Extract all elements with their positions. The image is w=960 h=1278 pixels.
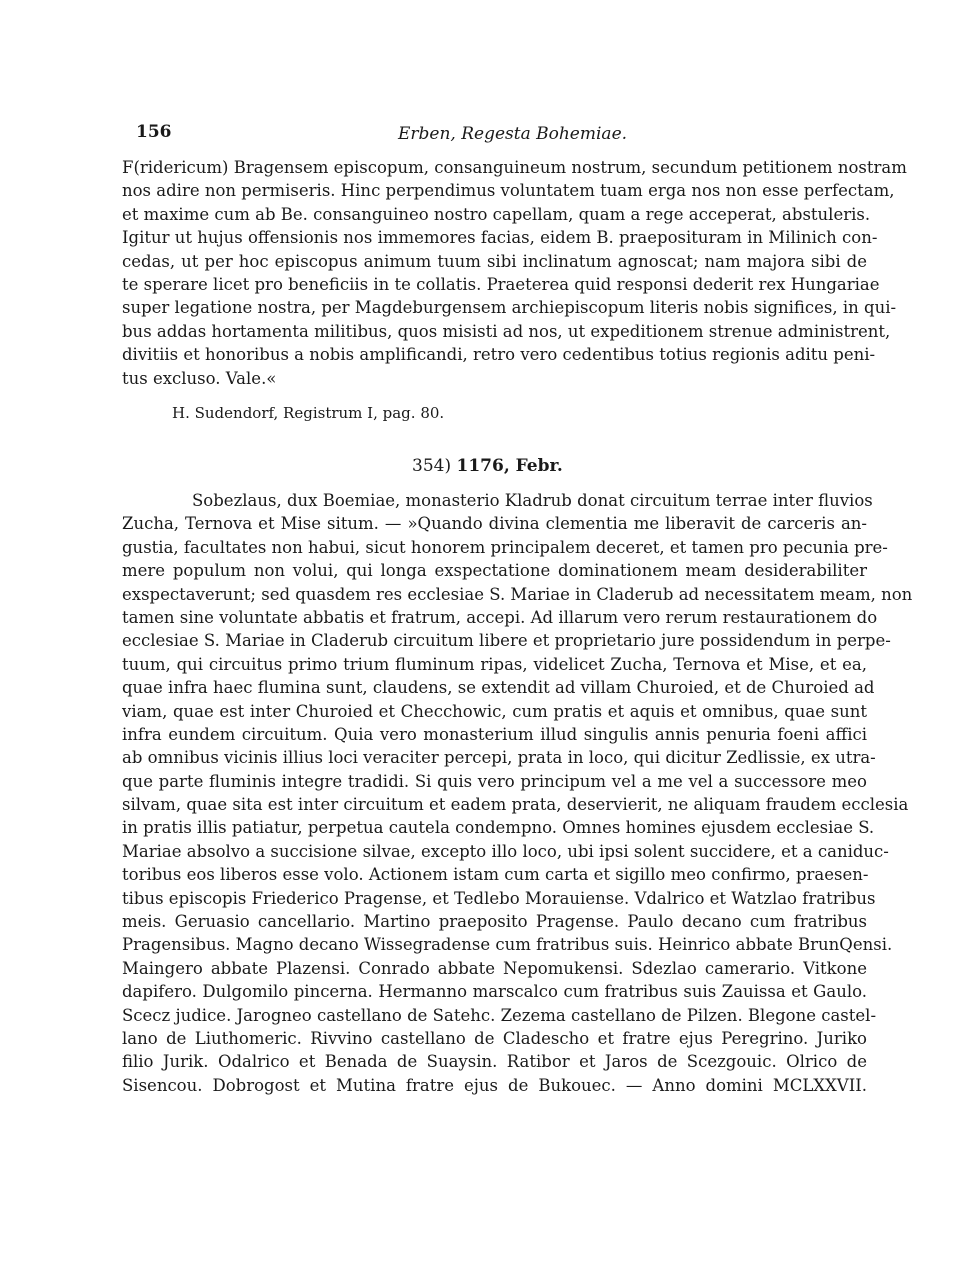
paragraph-letter [122, 156, 907, 390]
text-line: mere populum non volui, qui longa exspectatione dominationem meam desiderabiliter [122, 561, 867, 581]
page-header [136, 122, 866, 152]
text-line: tus excluso. Vale.« [122, 368, 277, 388]
page-number: 156 [136, 122, 172, 142]
text-line: dapifero. Dulgomilo pincerna. Hermanno marscalco cum fratribus suis Zauissa et Gaulo. [122, 982, 867, 1002]
text-line: Sobezlaus, dux Boemiae, monasterio Kladrub donat circuitum terrae inter fluvios [192, 491, 873, 510]
text-line: viam, quae est inter Churoied et Checchowic, cum pratis et aquis et omnibus, quae sunt [122, 701, 867, 721]
text-line: nos adire non permiseris. Hinc perpendimus voluntatem tuam erga nos non esse perfectam, [122, 181, 895, 201]
text-line: ab omnibus vicinis illius loci veraciter percepi, prata in loco, qui dicitur Zedlissie, ex utra- [122, 748, 876, 768]
text-line: bus addas hortamenta militibus, quos misisti ad nos, ut expeditionem strenue administrent, [122, 321, 891, 341]
entry-date: 1176, Febr. [456, 456, 563, 476]
paragraph-charter [122, 489, 913, 1097]
text-line: meis. Geruasio cancellario. Martino praeposito Pragense. Paulo decano cum fratribus [122, 912, 867, 932]
text-line: ecclesiae S. Mariae in Claderub circuitum libere et proprietario jure possidendum in perpe- [122, 631, 891, 651]
text-line: infra eundem circuitum. Quia vero monasterium illud singulis annis penuria foeni affici [122, 724, 867, 744]
text-line: gustia, facultates non habui, sicut honorem principalem deceret, et tamen pro pecunia pre- [122, 537, 888, 557]
text-line: cedas, ut per hoc episcopus animum tuum sibi inclinatum agnoscat; nam majora sibi de [122, 251, 867, 271]
text-line: Zucha, Ternova et Mise situm. — »Quando divina clementia me liberavit de carceris an- [122, 514, 867, 534]
text-line: Maingero abbate Plazensi. Conrado abbate Nepomukensi. Sdezlao camerario. Vitkone [122, 958, 867, 978]
text-line: F(ridericum) Bragensem episcopum, consanguineum nostrum, secundum petitionem nostram [122, 158, 907, 177]
text-line: Scecz judice. Jarogneo castellano de Satehc. Zezema castellano de Pilzen. Blegone castel- [122, 1005, 877, 1025]
text-line: te sperare licet pro beneficiis in te collatis. Praeterea quid responsi dederit rex Hungariae [122, 274, 880, 294]
text-line: tamen sine voluntate abbatis et fratrum, accepi. Ad illarum vero rerum restaurationem do [122, 607, 878, 627]
entry-number: 354) [412, 456, 452, 476]
entry-heading [412, 456, 563, 476]
text-line: quae infra haec flumina sunt, claudens, se extendit ad villam Churoied, et de Churoied ad [122, 678, 875, 698]
text-line: super legatione nostra, per Magdeburgensem archiepiscopum literis nobis significes, in qui- [122, 298, 897, 318]
text-line: filio Jurik. Odalrico et Benada de Suaysin. Ratibor et Jaros de Scezgouic. Olrico de [122, 1052, 867, 1072]
text-line: tuum, qui circuitus primo trium fluminum ripas, videlicet Zucha, Ternova et Mise, et ea, [122, 654, 867, 674]
text-line: Pragensibus. Magno decano Wissegradense cum fratribus suis. Heinrico abbate BrunQensi. [122, 935, 893, 955]
text-line: toribus eos liberos esse volo. Actionem istam cum carta et sigillo meo confirmo, praesen- [122, 865, 869, 885]
text-line: et maxime cum ab Be. consanguineo nostro capellam, quam a rege acceperat, abstuleris. [122, 204, 871, 224]
text-line: in pratis illis patiatur, perpetua cautela condempno. Omnes homines ejusdem ecclesiae S. [122, 818, 875, 838]
text-line: lano de Liuthomeric. Rivvino castellano de Cladescho et fratre ejus Peregrino. Juriko [122, 1028, 867, 1048]
text-line: Mariae absolvo a succisione silvae, excepto illo loco, ubi ipsi solent succidere, et a caniduc- [122, 841, 889, 861]
source-citation: H. Sudendorf, Registrum I, pag. 80. [172, 404, 445, 422]
text-line: exspectaverunt; sed quasdem res ecclesiae S. Mariae in Claderub ad necessitatem meam, non [122, 584, 913, 604]
text-line: Igitur ut hujus offensionis nos immemores facias, eidem B. praeposituram in Milinich con- [122, 228, 878, 248]
text-line: Sisencou. Dobrogost et Mutina fratre ejus de Bukouec. — Anno domini MCLXXVII. [122, 1075, 867, 1095]
text-line: silvam, quae sita est inter circuitum et eadem prata, deservierit, ne aliquam fraudem ecclesia [122, 795, 909, 815]
text-line: que parte fluminis integre tradidi. Si quis vero principum vel a me vel a successore meo [122, 771, 867, 791]
text-line: divitiis et honoribus a nobis amplificandi, retro vero cedentibus totius regionis aditu peni- [122, 345, 876, 365]
running-title: Erben, Regesta Bohemiae. [398, 124, 628, 144]
text-line: tibus episcopis Friederico Pragense, et Tedlebo Morauiense. Vdalrico et Watzlao fratribus [122, 888, 876, 908]
